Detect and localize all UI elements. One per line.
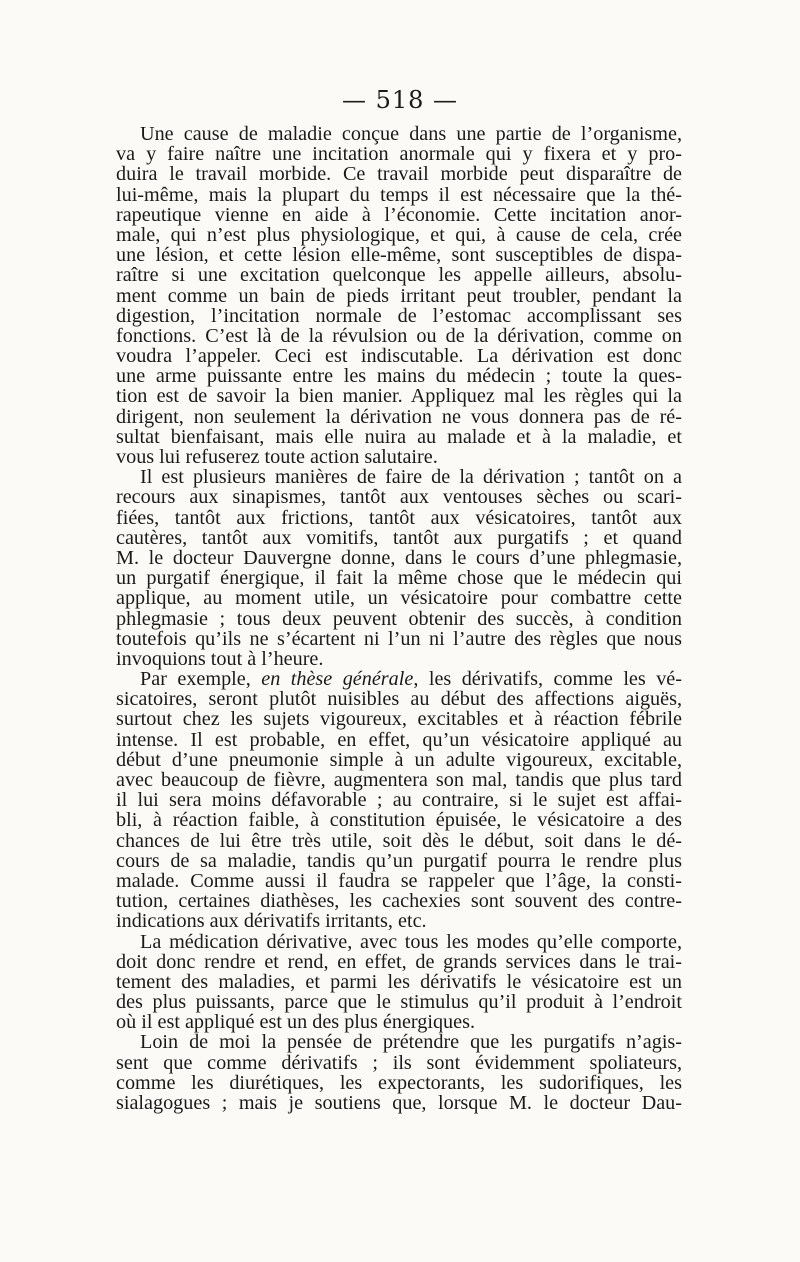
- text-line: Il est plusieurs manières de faire de la dérivation ; tantôt on a: [140, 466, 682, 489]
- text-line: où il est appliqué est un des plus énergiques.: [116, 1011, 476, 1034]
- text-line: avec beaucoup de fièvre, augmentera son mal, tandis que plus tard: [116, 769, 682, 791]
- text-run: Par exemple,: [140, 668, 262, 691]
- page-number: — 518 —: [341, 86, 459, 114]
- text-line: il lui sera moins défavorable ; au contraire, si le sujet est affai-: [116, 789, 682, 812]
- text-line: chances de lui être très utile, soit dès le début, soit dans le dé-: [116, 829, 682, 852]
- text-line: tution, certaines diathèses, les cachexies sont souvent des contre-: [116, 890, 682, 913]
- text-line: comme les diurétiques, les expectorants, les sudorifiques, les: [116, 1071, 682, 1094]
- text-line: des plus puissants, parce que le stimulus qu’il produit à l’endroit: [116, 991, 682, 1014]
- text-line: rapeutique vienne en aide à l’économie. Cette incitation anor-: [116, 203, 682, 226]
- text-line: toutefois qu’ils ne s’écartent ni l’un ni l’autre des règles que nous: [116, 627, 682, 650]
- text-line: lui-même, mais la plupart du temps il est nécessaire que la thé-: [116, 183, 682, 206]
- text-line: intense. Il est probable, en effet, qu’un vésicatoire appliqué au: [116, 728, 682, 751]
- text-line: Une cause de maladie conçue dans une partie de l’organisme,: [140, 123, 682, 145]
- text-line: voudra l’appeler. Ceci est indiscutable. La dérivation est donc: [116, 345, 682, 368]
- text-line: sicatoires, seront plutôt nuisibles au début des affections aiguës,: [116, 688, 682, 711]
- paragraph-5: [116, 1032, 682, 1113]
- text-line: va y faire naître une incitation anormale qui y fixera et y pro-: [116, 143, 682, 166]
- paragraph-3: [116, 669, 682, 931]
- text-line: dirigent, non seulement la dérivation ne vous donnera pas de ré-: [116, 405, 682, 428]
- text-line: début d’une pneumonie simple à un adulte vigoureux, excitable,: [116, 748, 682, 771]
- text-line: sent que comme dérivatifs ; ils sont évidemment spoliateurs,: [116, 1051, 682, 1074]
- body-text: [116, 124, 682, 1113]
- text-line: une arme puissante entre les mains du médecin ; toute la ques-: [116, 365, 682, 388]
- text-line: cautères, tantôt aux vomitifs, tantôt aux purgatifs ; et quand: [116, 526, 682, 549]
- text-line: male, qui n’est plus physiologique, et qui, à cause de cela, crée: [116, 223, 682, 246]
- text-line: raître si une excitation quelconque les appelle ailleurs, absolu-: [116, 264, 682, 287]
- text-line: phlegmasie ; tous deux peuvent obtenir des succès, à condition: [116, 607, 682, 630]
- text-line: tion est de savoir la bien manier. Appliquez mal les règles qui la: [116, 385, 682, 408]
- text-line: surtout chez les sujets vigoureux, excitables et à réaction fébrile: [116, 708, 682, 731]
- text-line: Loin de moi la pensée de prétendre que les purgatifs n’agis-: [140, 1031, 682, 1054]
- text-line: tement des maladies, et parmi les dérivatifs le vésicatoire est un: [116, 970, 682, 993]
- text-line: duira le travail morbide. Ce travail morbide peut disparaître de: [116, 163, 682, 186]
- text-run: , les dérivatifs, comme les vé-: [413, 668, 682, 691]
- text-line: cours de sa maladie, tandis qu’un purgatif pourra le rendre plus: [116, 849, 682, 872]
- paragraph-1: [116, 124, 682, 467]
- text-line: invoquions tout à l’heure.: [116, 647, 324, 670]
- text-line: ment comme un bain de pieds irritant peut troubler, pendant la: [116, 284, 682, 307]
- text-line: recours aux sinapismes, tantôt aux ventouses sèches ou scari-: [116, 486, 682, 509]
- text-line: fonctions. C’est là de la révulsion ou de la dérivation, comme on: [116, 324, 682, 347]
- text-line: indications aux dérivatifs irritants, etc.: [116, 910, 427, 933]
- paragraph-2: [116, 467, 682, 669]
- paragraph-4: [116, 932, 682, 1033]
- text-line: M. le docteur Dauvergne donne, dans le cours d’une phlegmasie,: [116, 546, 682, 569]
- text-line: sialagogues ; mais je soutiens que, lorsque M. le docteur Dau-: [116, 1092, 682, 1114]
- text-line: vous lui refuserez toute action salutaire.: [116, 446, 438, 468]
- text-line: fiées, tantôt aux frictions, tantôt aux vésicatoires, tantôt aux: [116, 506, 682, 529]
- italic-phrase: en thèse générale: [261, 668, 414, 691]
- text-line: La médication dérivative, avec tous les modes qu’elle comporte,: [140, 930, 682, 953]
- text-line: doit donc rendre et rend, en effet, de grands services dans le trai-: [116, 950, 682, 973]
- text-line: un purgatif énergique, il fait la même chose que le médecin qui: [116, 567, 682, 590]
- text-line: sultat bienfaisant, mais elle nuira au malade et à la maladie, et: [116, 425, 682, 448]
- text-line: [116, 669, 682, 689]
- text-line: digestion, l’incitation normale de l’estomac accomplissant ses: [116, 304, 682, 327]
- text-line: une lésion, et cette lésion elle-même, sont susceptibles de dispa-: [116, 244, 682, 267]
- text-line: malade. Comme aussi il faudra se rappeler que l’âge, la consti-: [116, 869, 682, 892]
- text-line: bli, à réaction faible, à constitution épuisée, le vésicatoire a des: [116, 809, 682, 832]
- text-line: applique, au moment utile, un vésicatoire pour combattre cette: [116, 587, 682, 610]
